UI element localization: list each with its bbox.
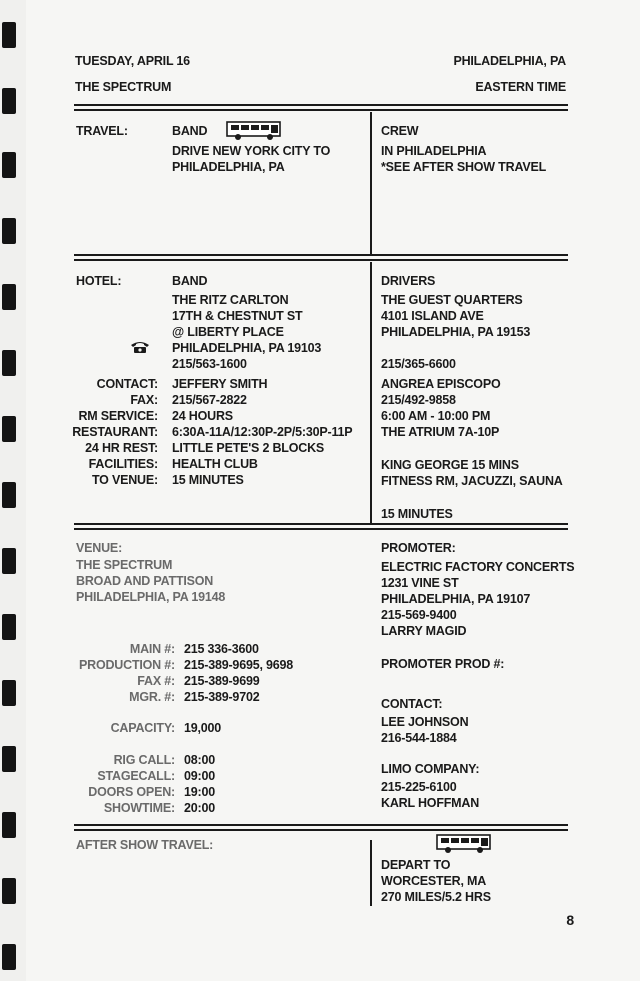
telephone-icon — [130, 340, 150, 354]
promoter-line: PHILADELPHIA, PA 19107 — [381, 592, 531, 606]
venue-phone-label: FAX #: — [137, 674, 175, 688]
hotel-phone: 215/563-1600 — [172, 357, 247, 371]
binding-ring — [2, 548, 16, 574]
spiral-binding — [0, 0, 26, 981]
section-divider — [74, 824, 568, 826]
hotel-field-value: 24 HOURS — [172, 409, 233, 423]
hotel-address-line: PHILADELPHIA, PA 19103 — [172, 341, 322, 355]
venue-phone-value: 215-389-9699 — [184, 674, 260, 688]
time-label: DOORS OPEN: — [88, 785, 175, 799]
contact-label: CONTACT: — [381, 697, 443, 711]
hotel-field-value: JEFFERY SMITH — [172, 377, 268, 391]
promoter-prod-label: PROMOTER PROD #: — [381, 657, 505, 671]
binding-ring — [2, 88, 16, 114]
after-show-label: AFTER SHOW TRAVEL: — [76, 838, 214, 852]
travel-band-line: PHILADELPHIA, PA — [172, 160, 285, 174]
after-show-line: DEPART TO — [381, 858, 451, 872]
time-value: 08:00 — [184, 753, 215, 767]
drivers-contact-line: 215/492-9858 — [381, 393, 456, 407]
hotel-field-value: LITTLE PETE'S 2 BLOCKS — [172, 441, 325, 455]
binding-ring — [2, 614, 16, 640]
hotel-field-value: 215/567-2822 — [172, 393, 247, 407]
binding-ring — [2, 680, 16, 706]
hotel-field-value: HEALTH CLUB — [172, 457, 258, 471]
section-divider — [74, 109, 568, 111]
hotel-field-label: RM SERVICE: — [78, 409, 158, 423]
binding-ring — [2, 746, 16, 772]
venue-label: VENUE: — [76, 541, 123, 555]
hotel-field-label: FACILITIES: — [88, 457, 158, 471]
promoter-label: PROMOTER: — [381, 541, 456, 555]
travel-crew-line: IN PHILADELPHIA — [381, 144, 487, 158]
time-label: SHOWTIME: — [103, 801, 175, 815]
hotel-field-value: 15 MINUTES — [172, 473, 244, 487]
hotel-label: HOTEL: — [76, 274, 122, 288]
limo-label: LIMO COMPANY: — [381, 762, 480, 776]
time-label: STAGECALL: — [97, 769, 175, 783]
binding-ring — [2, 878, 16, 904]
binding-ring — [2, 944, 16, 970]
section-divider — [74, 528, 568, 530]
bus-icon — [436, 832, 492, 854]
binding-ring — [2, 812, 16, 838]
section-divider — [74, 523, 568, 525]
travel-label: TRAVEL: — [76, 124, 128, 138]
venue-address-line: BROAD AND PATTISON — [76, 574, 214, 588]
hotel-field-label: FAX: — [130, 393, 158, 407]
binding-ring — [2, 482, 16, 508]
hotel-field-value: 6:30A-11A/12:30P-2P/5:30P-11P — [172, 425, 353, 439]
bus-icon — [226, 119, 282, 141]
binding-ring — [2, 350, 16, 376]
venue-phone-value: 215-389-9702 — [184, 690, 260, 704]
travel-band-label: BAND — [172, 124, 208, 138]
venue-address-line: PHILADELPHIA, PA 19148 — [76, 590, 226, 604]
binding-ring — [2, 218, 16, 244]
hotel-field-label: RESTAURANT: — [72, 425, 158, 439]
after-show-line: WORCESTER, MA — [381, 874, 487, 888]
limo-line: KARL HOFFMAN — [381, 796, 480, 810]
travel-crew-line: *SEE AFTER SHOW TRAVEL — [381, 160, 547, 174]
venue-address-line: THE SPECTRUM — [76, 558, 173, 572]
after-show-line: 270 MILES/5.2 HRS — [381, 890, 491, 904]
travel-band-line: DRIVE NEW YORK CITY TO — [172, 144, 331, 158]
drivers-line: 4101 ISLAND AVE — [381, 309, 484, 323]
hotel-address-line: THE RITZ CARLTON — [172, 293, 289, 307]
contact-line: LEE JOHNSON — [381, 715, 469, 729]
hotel-field-label: 24 HR REST: — [85, 441, 158, 455]
capacity-value: 19,000 — [184, 721, 222, 735]
time-value: 20:00 — [184, 801, 215, 815]
column-divider — [370, 840, 372, 906]
drivers-extra-line: FITNESS RM, JACUZZI, SAUNA — [381, 474, 563, 488]
hotel-field-label: CONTACT: — [96, 377, 158, 391]
venue-short: THE SPECTRUM — [75, 80, 172, 94]
drivers-contact-line: 6:00 AM - 10:00 PM — [381, 409, 491, 423]
binding-ring — [2, 416, 16, 442]
hotel-address-line: 17TH & CHESTNUT ST — [172, 309, 303, 323]
promoter-line: ELECTRIC FACTORY CONCERTS — [381, 560, 575, 574]
promoter-line: LARRY MAGID — [381, 624, 467, 638]
drivers-phone: 215/365-6600 — [381, 357, 456, 371]
page-number: 8 — [566, 912, 574, 928]
travel-crew-label: CREW — [381, 124, 419, 138]
drivers-contact-line: ANGREA EPISCOPO — [381, 377, 501, 391]
timezone: EASTERN TIME — [475, 80, 566, 94]
hotel-band-label: BAND — [172, 274, 208, 288]
section-divider — [74, 259, 568, 261]
drivers-to-venue: 15 MINUTES — [381, 507, 453, 521]
itinerary-page — [26, 0, 640, 981]
drivers-label: DRIVERS — [381, 274, 436, 288]
capacity-label: CAPACITY: — [110, 721, 175, 735]
limo-line: 215-225-6100 — [381, 780, 457, 794]
hotel-address-line: @ LIBERTY PLACE — [172, 325, 284, 339]
promoter-line: 215-569-9400 — [381, 608, 457, 622]
time-value: 19:00 — [184, 785, 215, 799]
venue-phone-value: 215 336-3600 — [184, 642, 259, 656]
section-divider — [74, 104, 568, 106]
column-divider — [370, 262, 372, 523]
city: PHILADELPHIA, PA — [453, 54, 566, 68]
contact-line: 216-544-1884 — [381, 731, 457, 745]
drivers-extra-line: KING GEORGE 15 MINS — [381, 458, 519, 472]
section-divider — [74, 829, 568, 831]
time-label: RIG CALL: — [113, 753, 175, 767]
column-divider — [370, 112, 372, 254]
section-divider — [74, 254, 568, 256]
venue-phone-label: MAIN #: — [129, 642, 175, 656]
binding-ring — [2, 284, 16, 310]
time-value: 09:00 — [184, 769, 215, 783]
date: TUESDAY, APRIL 16 — [75, 54, 190, 68]
drivers-contact-line: THE ATRIUM 7A-10P — [381, 425, 500, 439]
binding-ring — [2, 152, 16, 178]
drivers-line: THE GUEST QUARTERS — [381, 293, 523, 307]
promoter-line: 1231 VINE ST — [381, 576, 459, 590]
venue-phone-value: 215-389-9695, 9698 — [184, 658, 293, 672]
drivers-line: PHILADELPHIA, PA 19153 — [381, 325, 531, 339]
hotel-field-label: TO VENUE: — [91, 473, 158, 487]
venue-phone-label: PRODUCTION #: — [78, 658, 175, 672]
venue-phone-label: MGR. #: — [129, 690, 175, 704]
binding-ring — [2, 22, 16, 48]
